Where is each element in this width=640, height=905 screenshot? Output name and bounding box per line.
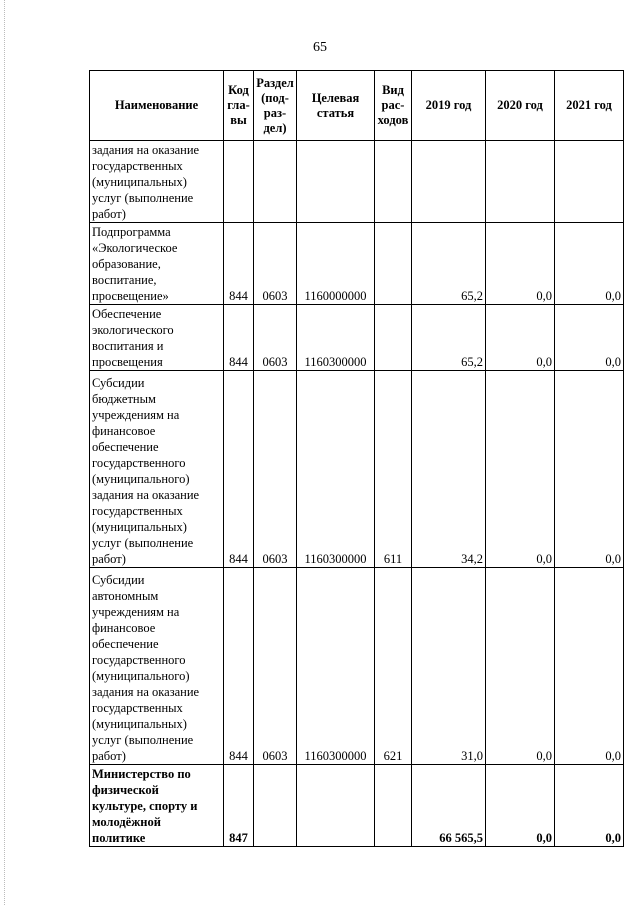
- cell-code: 844: [224, 223, 254, 305]
- cell-2019: [412, 141, 486, 223]
- col-header-code: Код гла- вы: [224, 71, 254, 141]
- cell-2019: 66 565,5: [412, 765, 486, 847]
- cell-section: 0603: [254, 305, 297, 371]
- cell-code: 844: [224, 371, 254, 568]
- cell-section: 0603: [254, 371, 297, 568]
- table-row: [90, 765, 624, 847]
- cell-name: Подпрограмма «Экологическое образование, воспитание, просвещение»: [90, 223, 224, 305]
- cell-name: Субсидии автономным учреждениям на финансовое обеспечение государственного (муниципального) задания на оказание государственных (муниципальных) услуг (выполнение работ): [90, 568, 224, 765]
- cell-kind: 611: [375, 371, 412, 568]
- cell-target: 1160300000: [297, 305, 375, 371]
- cell-2019: 31,0: [412, 568, 486, 765]
- cell-kind: [375, 305, 412, 371]
- table-row: [90, 141, 624, 223]
- cell-name: Субсидии бюджетным учреждениям на финансовое обеспечение государственного (муниципального) задания на оказание государственных (муниципальных) услуг (выполнение работ): [90, 371, 224, 568]
- cell-2019: 65,2: [412, 305, 486, 371]
- col-header-section: Раздел (под- раз- дел): [254, 71, 297, 141]
- cell-name: Обеспечение экологического воспитания и просвещения: [90, 305, 224, 371]
- cell-2021: 0,0: [555, 305, 624, 371]
- cell-code: [224, 141, 254, 223]
- col-header-2019: 2019 год: [412, 71, 486, 141]
- col-header-name: Наименование: [90, 71, 224, 141]
- cell-2020: 0,0: [486, 765, 555, 847]
- cell-2020: 0,0: [486, 568, 555, 765]
- header-row: [90, 71, 624, 141]
- cell-code: 844: [224, 305, 254, 371]
- cell-2019: 65,2: [412, 223, 486, 305]
- cell-2020: 0,0: [486, 371, 555, 568]
- cell-section: 0603: [254, 568, 297, 765]
- col-header-2020: 2020 год: [486, 71, 555, 141]
- cell-2021: 0,0: [555, 568, 624, 765]
- cell-name: Министерство по физической культуре, спорту и молодёжной политике: [90, 765, 224, 847]
- table-row: [90, 568, 624, 765]
- cell-kind: [375, 141, 412, 223]
- col-header-kind: Вид рас- ходов: [375, 71, 412, 141]
- cell-code: 847: [224, 765, 254, 847]
- cell-kind: [375, 765, 412, 847]
- cell-2021: 0,0: [555, 371, 624, 568]
- cell-2020: 0,0: [486, 305, 555, 371]
- cell-target: [297, 141, 375, 223]
- cell-2021: [555, 141, 624, 223]
- cell-target: 1160300000: [297, 371, 375, 568]
- cell-2020: 0,0: [486, 223, 555, 305]
- budget-table: [89, 70, 624, 847]
- page-number: 65: [313, 40, 327, 55]
- table-row: [90, 371, 624, 568]
- table-row: [90, 223, 624, 305]
- col-header-2021: 2021 год: [555, 71, 624, 141]
- cell-code: 844: [224, 568, 254, 765]
- cell-target: 1160300000: [297, 568, 375, 765]
- cell-section: [254, 141, 297, 223]
- col-header-target: Целевая статья: [297, 71, 375, 141]
- cell-kind: [375, 223, 412, 305]
- cell-kind: 621: [375, 568, 412, 765]
- cell-2020: [486, 141, 555, 223]
- table-row: [90, 305, 624, 371]
- cell-2021: 0,0: [555, 223, 624, 305]
- cell-target: [297, 765, 375, 847]
- cell-2019: 34,2: [412, 371, 486, 568]
- scan-edge: [4, 0, 6, 905]
- cell-name: задания на оказание государственных (муниципальных) услуг (выполнение работ): [90, 141, 224, 223]
- cell-section: 0603: [254, 223, 297, 305]
- cell-2021: 0,0: [555, 765, 624, 847]
- cell-target: 1160000000: [297, 223, 375, 305]
- cell-section: [254, 765, 297, 847]
